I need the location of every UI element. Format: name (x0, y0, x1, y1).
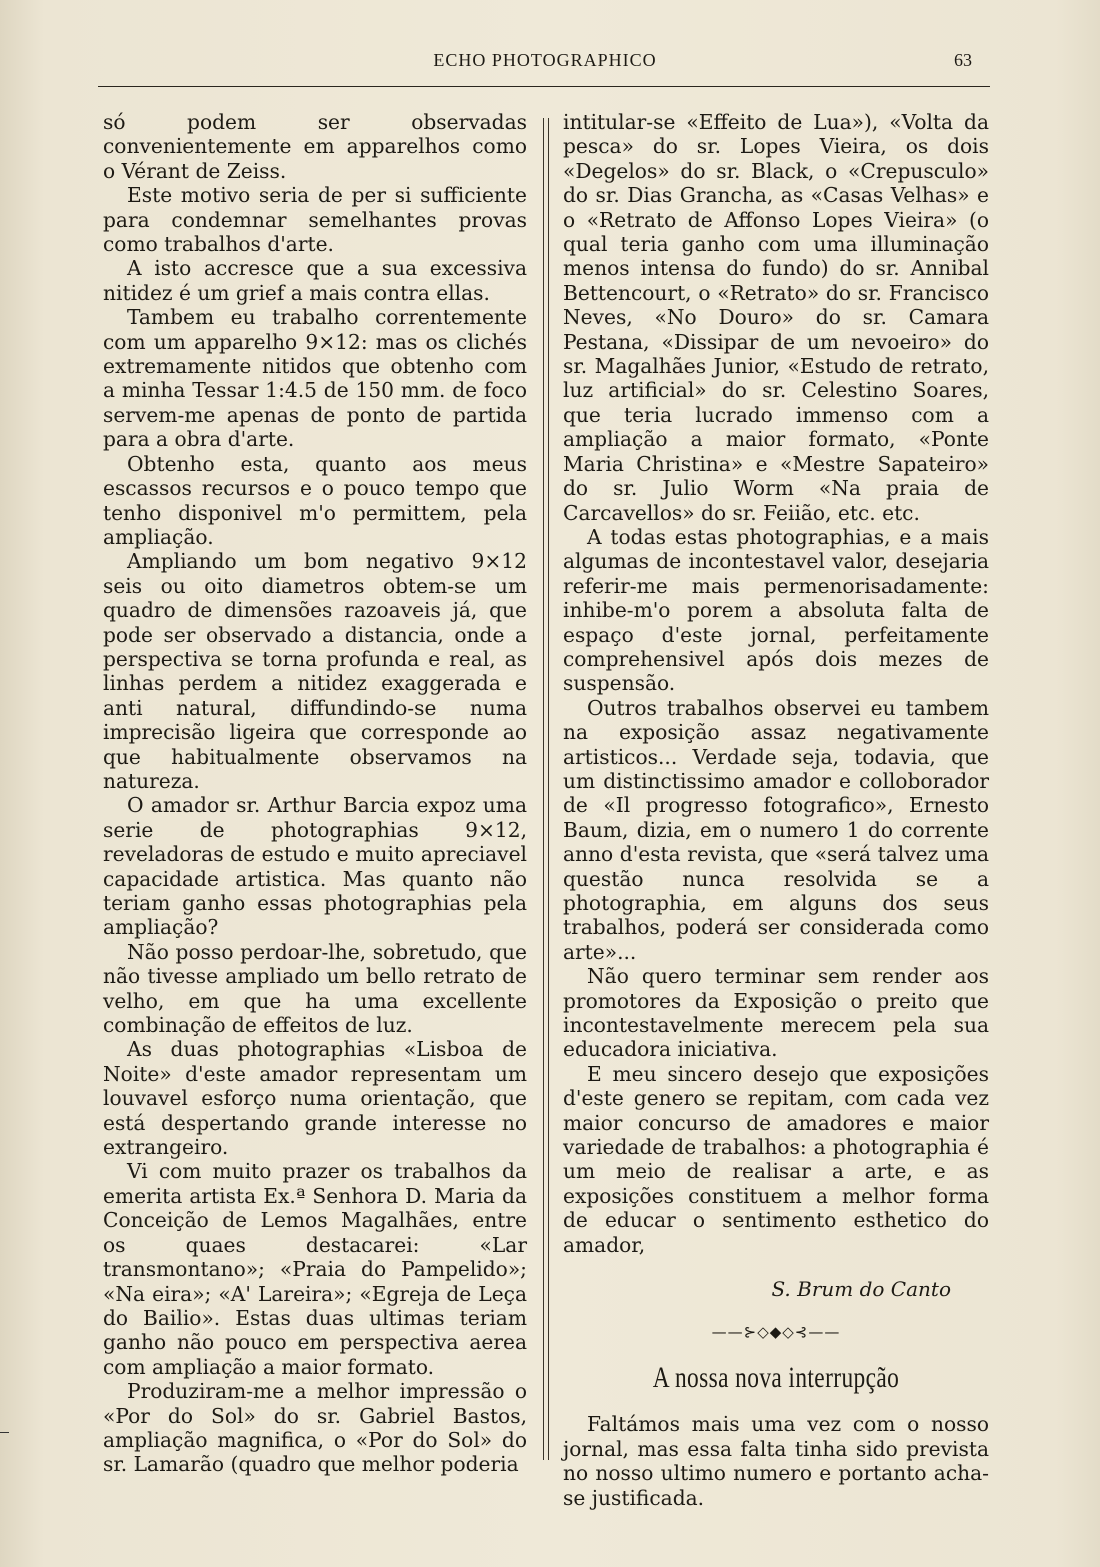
paragraph: só podem ser observadas convenientemente em apparelhos como o Vérant de Zeiss. (103, 110, 527, 183)
edge-mark (0, 1432, 9, 1433)
left-column (103, 110, 527, 1477)
paragraph: Obtenho esta, quanto aos meus escassos recursos e o pouco tempo que tenho disponivel m'o permittem, pela ampliação. (103, 451, 527, 549)
paragraph: Tambem eu trabalho correntemente com um apparelho 9×12: mas os clichés extremamente nitidos que obtenho com a minha Tessar 1:4.5 de 150 mm. de foco servem-me apenas de ponto de partida para a obra d'arte. (103, 305, 527, 452)
paragraph: Faltámos mais uma vez com o nosso jornal, mas essa falta tinha sido prevista no nosso ultimo numero e portanto acha-se justificada. (563, 1412, 989, 1510)
paragraph: Vi com muito prazer os trabalhos da emerita artista Ex.ª Senhora D. Maria da Conceição de Lemos Magalhães, entre os quaes destacarei: «Lar transmontano»; «Praia do Pampelido»; «Na eira»; «A' Lareira»; «Egreja de Leça do Bailio». Estas duas ultimas teriam ganho não pouco em perspectiva aerea com ampliação a maior formato. (103, 1159, 527, 1379)
running-header-title: ECHO PHOTOGRAPHICO (433, 50, 657, 70)
paragraph: As duas photographias «Lisboa de Noite» d'este amador representam um louvavel esforço numa orientação, que está despertando grande interesse no extrangeiro. (103, 1037, 527, 1160)
column-divider (543, 118, 549, 1460)
paragraph: Não quero terminar sem render aos promotores da Exposição o preito que incontestavelmente merecem pela sua educadora iniciativa. (563, 964, 989, 1062)
paragraph: A todas estas photographias, e a mais algumas de incontestavel valor, desejaria referir-me mais permenorisadamente: inhibe-m'o porem a absoluta falta de espaço d'este jornal, perfeitamente comprehensivel após dois mezes de suspensão. (563, 524, 989, 696)
header-rule (98, 86, 990, 87)
section-heading: A nossa nova interrupção (652, 1360, 900, 1394)
paragraph: Produziram-me a melhor impressão o «Por do Sol» do sr. Gabriel Bastos, ampliação magnifica, o «Por do Sol» do sr. Lamarão (quadro que melhor poderia (103, 1379, 527, 1477)
paragraph: Ampliando um bom negativo 9×12 seis ou oito diametros obtem-se um quadro de dimensões razoaveis já, que pode ser observado a distancia, onde a perspectiva se torna profunda e real, as linhas perdem a nitidez exaggerada e anti natural, diffundindo-se numa imprecisão ligeira que corresponde ao que habitualmente observamos na natureza. (103, 549, 527, 793)
ornament-divider: ——⊱◇◆◇⊰—— (711, 1322, 841, 1341)
right-column (563, 110, 989, 1510)
paragraph: E meu sincero desejo que exposições d'este genero se repitam, com cada vez maior concurso de amadores e maior variedade de trabalhos: a photographia é um meio de realisar a arte, e as exposições constituem a melhor forma de educar o sentimento esthetico do amador, (563, 1061, 989, 1257)
paragraph: O amador sr. Arthur Barcia expoz uma serie de photographias 9×12, reveladoras de estudo e muito apreciavel capacidade artistica. Mas quanto não teriam ganho essas photographias pela ampliação? (103, 793, 527, 940)
paragraph: A isto accresce que a sua excessiva nitidez é um grief a mais contra ellas. (103, 256, 527, 305)
paragraph: Este motivo seria de per si sufficiente para condemnar semelhantes provas como trabalhos d'arte. (103, 183, 527, 257)
paragraph: intitular-se «Effeito de Lua»), «Volta da pesca» do sr. Lopes Vieira, os dois «Degelos» do sr. Black, o «Crepusculo» do sr. Dias Grancha, as «Casas Velhas» e o «Retrato de Affonso Lopes Vieira» (o qual teria ganho com uma illuminação menos intensa do fundo) do sr. Annibal Bettencourt, o «Retrato» do sr. Francisco Neves, «No Douro» do sr. Camara Pestana, «Dissipar de um nevoeiro» do sr. Magalhães Junior, «Estudo de retrato, luz artificial» do sr. Celestino Soares, que teria lucrado immenso com a ampliação a maior formato, «Ponte Maria Christina» e «Mestre Sapateiro» do sr. Julio Worm «Na praia de Carcavellos» do sr. Feiião, etc. etc. (563, 110, 989, 525)
paragraph: Não posso perdoar-lhe, sobretudo, que não tivesse ampliado um bello retrato de velho, em que ha uma excellente combinação de effeitos de luz. (103, 939, 527, 1038)
page-number: 63 (954, 50, 972, 70)
author-signature: S. Brum do Canto (771, 1277, 951, 1302)
paragraph: Outros trabalhos observei eu tambem na exposição assaz negativamente artisticos... Verdade seja, todavia, que um distinctissimo amador e colloborador de «Il progresso fotografico», Ernesto Baum, dizia, em o numero 1 do corrente anno d'esta revista, que «será talvez uma questão nunca resolvida se a photographia, em alguns dos seus trabalhos, poderá ser considerada como arte»... (563, 695, 989, 964)
